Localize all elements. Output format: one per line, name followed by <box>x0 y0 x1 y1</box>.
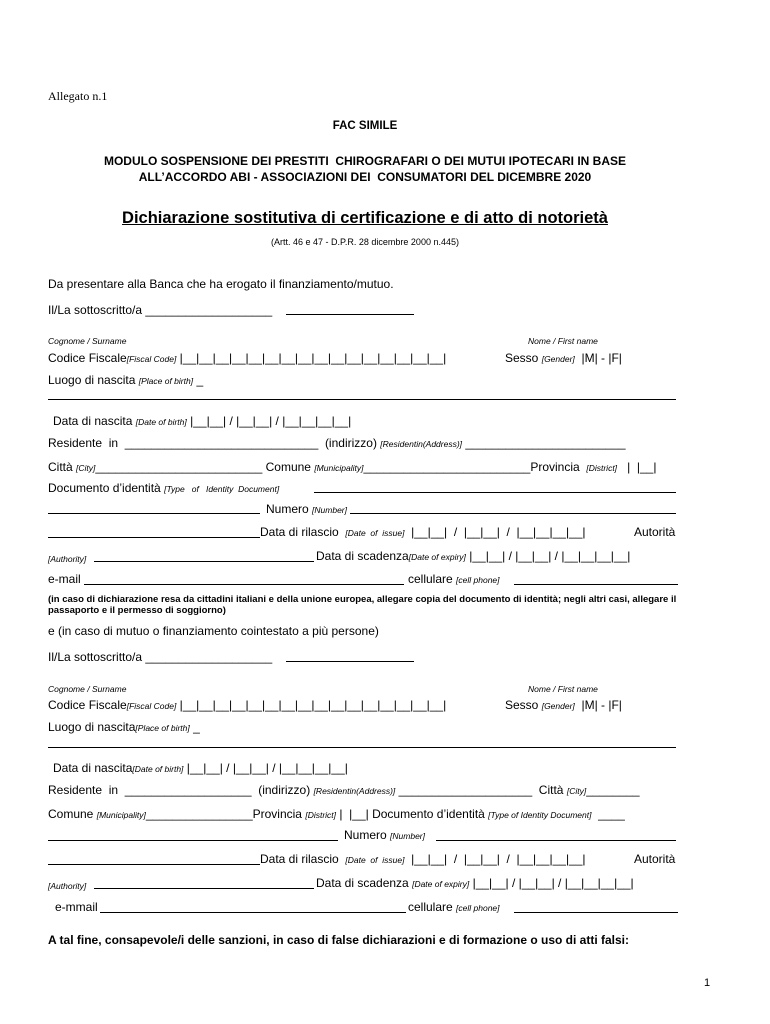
name-line <box>286 661 414 662</box>
closing-statement: A tal fine, consapevole/i delle sanzioni, in caso di false dichiarazioni e di formazione o uso di atti falsi: <box>48 933 630 947</box>
intro-text: Da presentare alla Banca che ha erogato il finanziamento/mutuo. <box>48 277 394 291</box>
city-municipality-district-field[interactable]: Città [City]_________________________ Comune [Municipality]_________________________Provincia [District] | |__| <box>48 460 657 474</box>
email-line <box>84 584 404 585</box>
issue-line <box>48 537 260 538</box>
identity-document-field[interactable]: Documento d’identità [Type of Identity Document] <box>48 481 280 495</box>
email-field[interactable]: e-mmail <box>55 900 98 914</box>
cellphone-line <box>514 912 678 913</box>
document-number-field[interactable]: Numero [Number] <box>266 502 347 516</box>
document-type-line <box>48 513 260 514</box>
fiscal-code-boxes: |__|__|__|__|__|__|__|__|__|__|__|__|__|__|__|__| <box>179 698 447 712</box>
fiscal-code-field[interactable]: Codice Fiscale[Fiscal Code] |__|__|__|__|__|__|__|__|__|__|__|__|__|__|__|__| <box>48 351 447 365</box>
document-number-line <box>350 513 676 514</box>
residence-field[interactable]: Residente in ___________________ (indirizzo) [Residentin(Address)] ____________________ Città [City]________ <box>48 783 640 797</box>
surname-label: Cognome / Surname <box>48 336 127 346</box>
birthplace-field[interactable]: Luogo di nascita[Place of birth] _ <box>48 720 200 734</box>
municipality-district-document-field[interactable]: Comune [Municipality]________________Provincia [District] | |__| Documento d’identità [Type of Identity Document] ____ <box>48 807 625 821</box>
fac-simile-heading: FAC SIMILE <box>332 120 398 132</box>
expiry-date-field[interactable]: Data di scadenza[Date of expiry] |__|__| / |__|__| / |__|__|__|__| <box>316 549 631 563</box>
email-line <box>100 912 406 913</box>
first-name-label: Nome / First name <box>528 684 598 694</box>
document-number-field[interactable]: Numero [Number] <box>344 828 425 842</box>
form-heading-line2: ALL’ACCORDO ABI - ASSOCIAZIONI DEI CONSUMATORI DEL DICEMBRE 2020 <box>138 170 592 184</box>
birthplace-line <box>48 747 676 748</box>
fiscal-code-field[interactable]: Codice Fiscale[Fiscal Code] |__|__|__|__|__|__|__|__|__|__|__|__|__|__|__|__| <box>48 698 447 712</box>
birthplace-line <box>48 399 676 400</box>
issue-line <box>48 864 260 865</box>
name-line <box>286 314 414 315</box>
identity-document-line <box>314 492 676 493</box>
undersigned-label: Il/La sottoscritto/a ___________________ <box>48 650 272 664</box>
first-name-label: Nome / First name <box>528 336 598 346</box>
authority-line <box>94 888 314 889</box>
legal-reference: (Artt. 46 e 47 - D.P.R. 28 dicembre 2000 n.445) <box>271 237 459 247</box>
gender-options: |M| - |F| <box>581 351 622 365</box>
authority-label: Autorità <box>634 525 676 539</box>
undersigned-label: Il/La sottoscritto/a ___________________ <box>48 303 272 317</box>
document-note: (in caso di dichiarazione resa da cittadini italiani e della unione europea, allegare copia del documento di identità; negli altri casi, allegare il passaporto e il permesso di soggiorno) <box>48 594 677 616</box>
page-number: 1 <box>704 977 711 989</box>
authority-hint: [Authority] <box>48 881 87 891</box>
authority-label: Autorità <box>634 852 676 866</box>
birthdate-field[interactable]: Data di nascita[Date of birth] |__|__| / |__|__| / |__|__|__|__| <box>53 761 348 775</box>
attachment-label: Allegato n.1 <box>48 89 108 103</box>
authority-line <box>94 561 314 562</box>
co-holder-text: e (in caso di mutuo o finanziamento cointestato a più persone) <box>48 624 379 638</box>
page-title: Dichiarazione sostitutiva di certificazione e di atto di notorietà <box>122 209 608 227</box>
issue-date-field[interactable]: Data di rilascio [Date of issue] |__|__| / |__|__| / |__|__|__|__| <box>260 852 586 866</box>
gender-field[interactable]: Sesso [Gender] |M| - |F| <box>505 698 622 712</box>
issue-date-field[interactable]: Data di rilascio [Date of issue] |__|__| / |__|__| / |__|__|__|__| <box>260 525 586 539</box>
gender-field[interactable]: Sesso [Gender] |M| - |F| <box>505 351 622 365</box>
gender-options: |M| - |F| <box>581 698 622 712</box>
expiry-date-field[interactable]: Data di scadenza [Date of expiry] |__|__| / |__|__| / |__|__|__|__| <box>316 876 634 890</box>
document-number-line <box>436 840 676 841</box>
birthdate-field[interactable]: Data di nascita [Date of birth] |__|__| / |__|__| / |__|__|__|__| <box>53 414 352 428</box>
birthplace-field[interactable]: Luogo di nascita [Place of birth] _ <box>48 373 204 387</box>
surname-label: Cognome / Surname <box>48 684 127 694</box>
email-field[interactable]: e-mail <box>48 572 81 586</box>
form-heading-line1: MODULO SOSPENSIONE DEI PRESTITI CHIROGRAFARI O DEI MUTUI IPOTECARI IN BASE <box>103 154 627 168</box>
document-type-line <box>48 840 338 841</box>
cellphone-field[interactable]: cellulare [cell phone] <box>408 572 500 586</box>
authority-hint: [Authority] <box>48 554 87 564</box>
cellphone-field[interactable]: cellulare [cell phone] <box>408 900 500 914</box>
fiscal-code-boxes: |__|__|__|__|__|__|__|__|__|__|__|__|__|__|__|__| <box>179 351 447 365</box>
residence-field[interactable]: Residente in _____________________________ (indirizzo) [Residentin(Address)] ________________________ <box>48 436 626 450</box>
cellphone-line <box>514 584 678 585</box>
